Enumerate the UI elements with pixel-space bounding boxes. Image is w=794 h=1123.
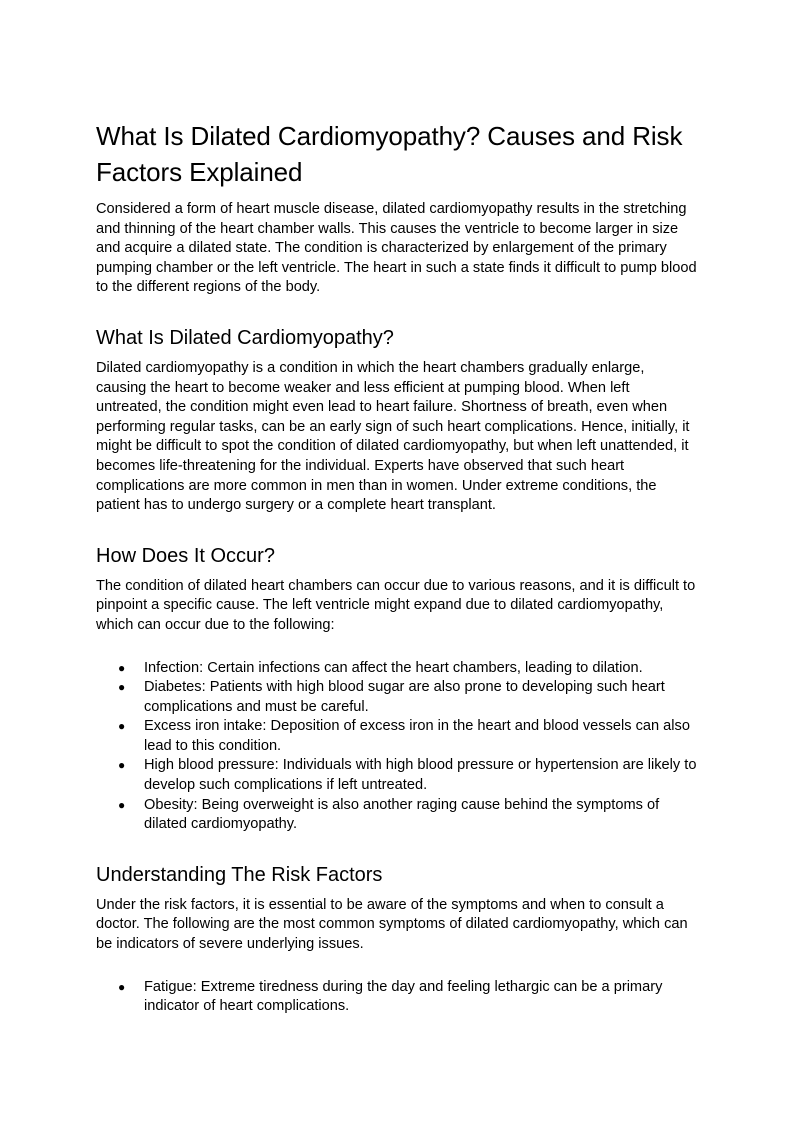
bullet-icon: ● <box>118 680 126 695</box>
section-heading-what-is: What Is Dilated Cardiomyopathy? <box>96 326 394 349</box>
list-item-text: High blood pressure: Individuals with high blood pressure or hypertension are likely to develop such complications if left untreated. <box>144 757 697 794</box>
list-item-text: Fatigue: Extreme tiredness during the day and feeling lethargic can be a primary indicator of heart complications. <box>144 978 663 1015</box>
section-body-how-occur: The condition of dilated heart chambers can occur due to various reasons, and it is difficult to pinpoint a specific cause. The left ventricle might expand due to dilated cardiomyopathy, which can occur due to the following: <box>96 577 696 633</box>
bullet-icon: ● <box>118 719 126 734</box>
section-body-what-is: Dilated cardiomyopathy is a condition in which the heart chambers gradually enlarge, causing the heart to become weaker and less efficient at pumping blood. When left untreated, the condition might even lead to heart failure. Shortness of breath, even when performing regular tasks, can be an early sign of such heart complications. Hence, initially, it might be difficult to spot the condition of dilated cardiomyopathy, but when left unattended, it becomes life-threatening for the individual. Experts have observed that such heart complications are more common in men than in women. Under extreme conditions, the patient has to undergo surgery or a complete heart transplant. <box>96 359 690 514</box>
list-item <box>96 756 698 795</box>
bullet-icon: ● <box>118 979 126 994</box>
bullet-icon: ● <box>118 797 126 812</box>
section-heading-risk-factors: Understanding The Risk Factors <box>96 863 383 886</box>
list-item <box>96 678 698 717</box>
section-heading-how-occur: How Does It Occur? <box>96 544 275 567</box>
document-page <box>96 118 698 1017</box>
list-item-text: Obesity: Being overweight is also another raging cause behind the symptoms of dilated cardiomyopathy. <box>144 796 660 833</box>
section-body-risk-factors: Under the risk factors, it is essential to be aware of the symptoms and when to consult a doctor. The following are the most common symptoms of dilated cardiomyopathy, which can be indicators of severe underlying issues. <box>96 896 688 953</box>
causes-list <box>96 659 698 835</box>
list-item <box>96 978 698 1017</box>
bullet-icon: ● <box>118 660 126 675</box>
list-item-text: Excess iron intake: Deposition of excess iron in the heart and blood vessels can also lead to this condition. <box>144 718 690 754</box>
article-title: What Is Dilated Cardiomyopathy? Causes and Risk Factors Explained <box>96 121 683 187</box>
list-item-text: Diabetes: Patients with high blood sugar are also prone to developing such heart complications and must be careful. <box>144 679 665 715</box>
intro-paragraph: Considered a form of heart muscle disease, dilated cardiomyopathy results in the stretching and thinning of the heart chamber walls. This causes the ventricle to become larger in size and acquire a dilated state. The condition is characterized by enlargement of the primary pumping chamber or the left ventricle. The heart in such a state finds it difficult to pump blood to the different regions of the body. <box>96 201 697 296</box>
list-item <box>96 796 698 835</box>
symptoms-list <box>96 978 698 1017</box>
list-item-text: Infection: Certain infections can affect the heart chambers, leading to dilation. <box>144 659 643 676</box>
list-item <box>96 717 698 756</box>
list-item <box>96 659 698 679</box>
bullet-icon: ● <box>118 758 126 773</box>
